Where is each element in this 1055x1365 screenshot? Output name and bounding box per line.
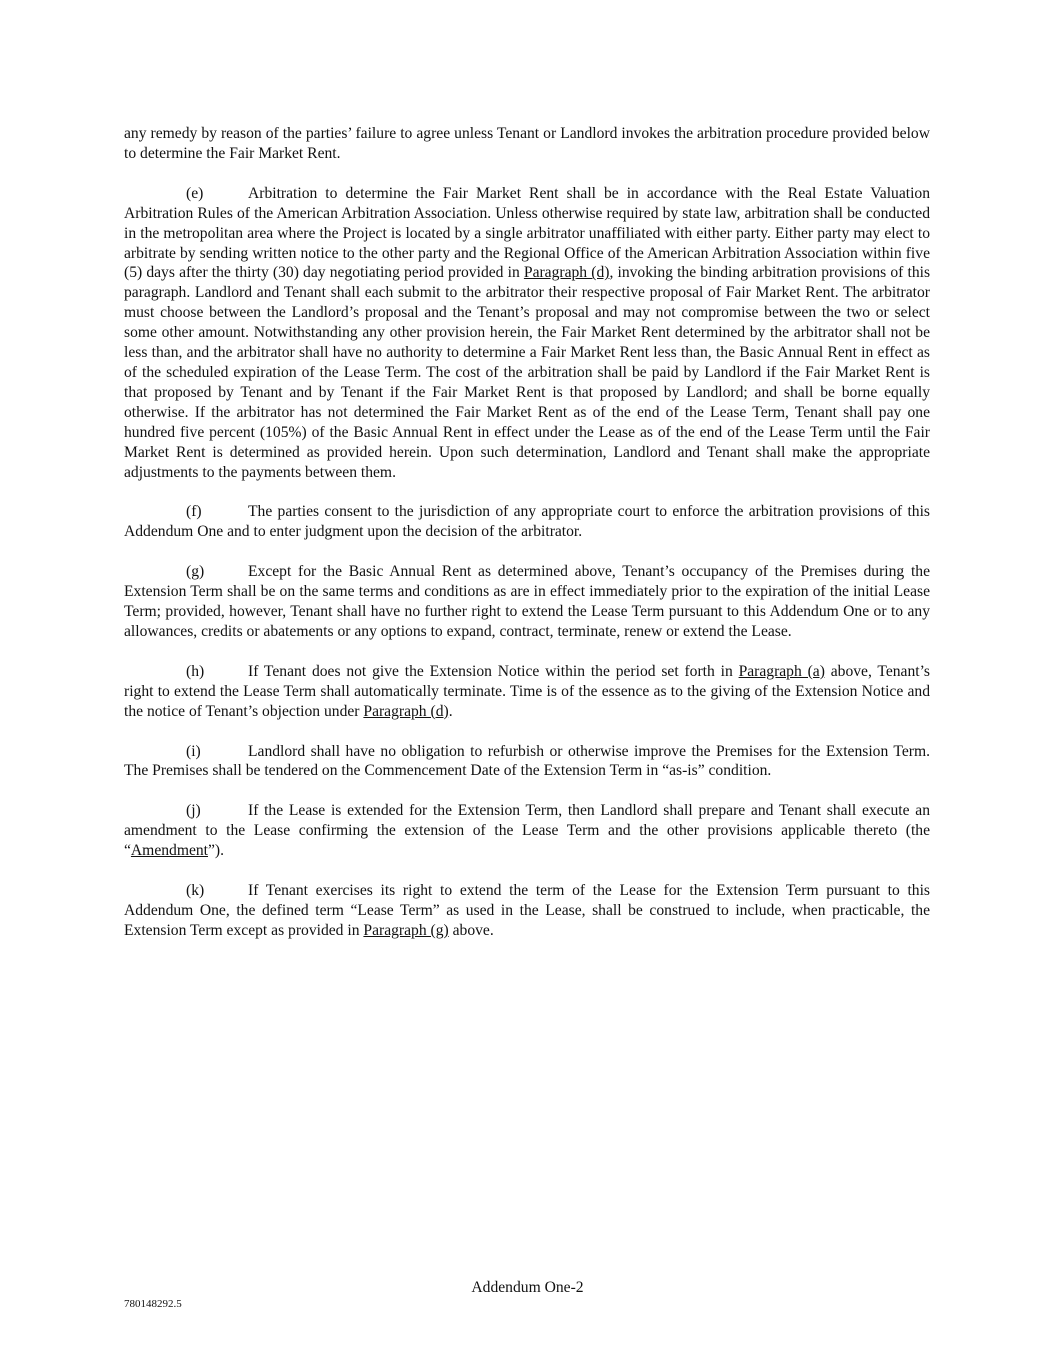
paragraph-e — [124, 184, 930, 483]
paragraph-e-text-cont: , invoking the binding arbitration provisions of this paragraph. Landlord and Tenant shall each submit to the arbitrator their respective proposal of Fair Market Rent. The arbitrator must choose between the Landlord’s proposal and the Tenant’s proposal and may not compromise between the two or select some other amount. Notwithstanding any other provision herein, the Fair Market Rent determined by the arbitrator shall not be less than, and the arbitrator shall have no authority to determine a Fair Market Rent less than, the Basic Annual Rent in effect as of the scheduled expiration of the Lease Term. The cost of the arbitration shall be paid by Landlord if the Fair Market Rent is that proposed by Tenant and by Tenant if the Fair Market Rent is that proposed by Landlord; and shall be borne equally otherwise. If the arbitrator has not determined the Fair Market Rent as of the end of the Lease Term, Tenant shall pay one hundred five percent (105%) of the Basic Annual Rent in effect under the Lease as of the end of the Lease Term until the Fair Market Rent is determined as provided herein. Upon such determination, Landlord and Tenant shall make the appropriate adjustments to the payments between them. — [124, 264, 931, 481]
paragraph-e-label: (e) — [186, 184, 204, 202]
paragraph-f-label: (f) — [186, 503, 202, 521]
amendment-term: Amendment — [130, 842, 209, 860]
paragraph-i-text: Landlord shall have no obligation to refurbish or otherwise improve the Premises for the Extension Term. The Premises shall be tendered on the Commencement Date of the Extension Term in “as-is” condition. — [124, 742, 930, 780]
paragraph-g-text: Except for the Basic Annual Rent as determined above, Tenant’s occupancy of the Premises during the Extension Term shall be on the same terms and conditions as are in effect immediately prior to the expiration of the initial Lease Term; provided, however, Tenant shall have no further right to extend the Lease Term pursuant to this Addendum One or to any allowances, credits or abatements or any options to expand, contract, terminate, renew or extend the Lease. — [124, 563, 930, 640]
paragraph-f — [124, 502, 930, 542]
paragraph-h-text-end: . — [448, 702, 453, 720]
paragraph-h-text-cont: above, Tenant’s right to extend the Lease Term shall automatically terminate. Time is of the essence as to the giving of the Extension Notice and the notice of Tenant’s objection under — [124, 662, 930, 720]
paragraph-k-label: (k) — [186, 882, 205, 900]
paragraph-k — [124, 881, 930, 941]
paragraph-j — [124, 801, 930, 861]
paragraph-g-label: (g) — [186, 563, 205, 581]
paragraph-f-text: The parties consent to the jurisdiction of any appropriate court to enforce the arbitration provisions of this Addendum One and to enter judgment upon the decision of the arbitrator. — [124, 503, 930, 541]
paragraph-j-text: If the Lease is extended for the Extension Term, then Landlord shall prepare and Tenant shall execute an amendment to the Lease confirming the extension of the Lease Term and the other provisions applicable thereto (the “ — [124, 802, 930, 860]
paragraph-i-label: (i) — [186, 742, 201, 760]
document-id: 780148292.5 — [124, 1298, 182, 1310]
intro-text: any remedy by reason of the parties’ failure to agree unless Tenant or Landlord invokes the arbitration procedure provided below to determine the Fair Market Rent. — [124, 125, 930, 162]
paragraph-j-label: (j) — [186, 802, 201, 820]
paragraph-h-label: (h) — [186, 662, 205, 680]
paragraph-d-reference: Paragraph (d) — [363, 702, 449, 720]
document-body — [124, 124, 930, 961]
paragraph-a-reference: Paragraph (a) — [738, 662, 825, 680]
paragraph-g — [124, 562, 930, 642]
paragraph-g-reference: Paragraph (g) — [363, 921, 449, 939]
paragraph-i — [124, 742, 930, 782]
paragraph-h — [124, 662, 930, 722]
intro-paragraph — [124, 124, 930, 164]
page-footer-label: Addendum One-2 — [471, 1279, 584, 1296]
paragraph-k-text-end: above. — [448, 921, 494, 939]
paragraph-d-reference: Paragraph (d) — [523, 264, 610, 282]
paragraph-j-text-end: ”). — [208, 842, 225, 860]
paragraph-e-text: Arbitration to determine the Fair Market Rent shall be in accordance with the Real Estate Valuation Arbitration Rules of the American Arbitration Association. Unless otherwise required by state law, arbitration shall be conducted in the metropolitan area where the Project is located by a single arbitrator unaffiliated with either party. Either party may elect to arbitrate by sending written notice to the other party and the Regional Office of the American Arbitration Association within five (5) days after the thirty (30) day negotiating period provided in — [124, 184, 930, 282]
paragraph-h-text: If Tenant does not give the Extension Notice within the period set forth in — [248, 662, 739, 680]
paragraph-k-text: If Tenant exercises its right to extend the term of the Lease for the Extension Term pursuant to this Addendum One, the defined term “Lease Term” as used in the Lease, shall be construed to include, when practicable, the Extension Term except as provided in — [124, 882, 930, 939]
